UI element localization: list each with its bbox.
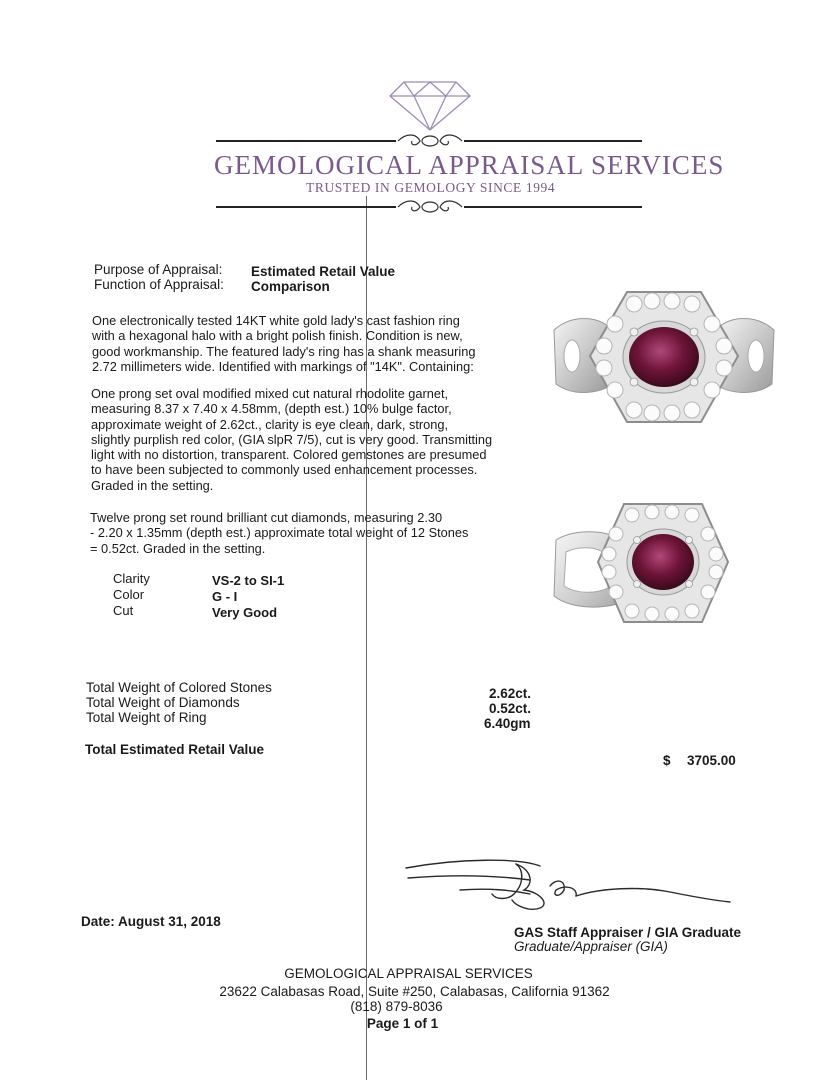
total-label-diamonds: Total Weight of Diamonds — [86, 695, 240, 710]
total-value-diamonds: 0.52ct. — [489, 701, 532, 716]
header-rule-top-right — [464, 140, 642, 142]
description-line: light with no distortion, transparent. Colored gemstones are presumed — [91, 447, 487, 463]
description-line: with a hexagonal halo with a bright polish finish. Condition is new, — [92, 328, 463, 344]
brand-title: GEMOLOGICAL APPRAISAL SERVICES — [214, 150, 725, 180]
description-line: slightly purplish red color, (GIA slpR 7/5), cut is very good. Transmitting — [91, 431, 493, 447]
description-line: One prong set oval modified mixed cut natural rhodolite garnet, — [91, 386, 449, 401]
footer-phone: (818) 879-8036 — [350, 999, 443, 1014]
total-value-ring: 6.40gm — [484, 716, 531, 731]
footer-company: GEMOLOGICAL APPRAISAL SERVICES — [284, 966, 533, 981]
footer-page-number: Page 1 of 1 — [366, 1016, 439, 1031]
description-line: One electronically tested 14KT white gold lady's cast fashion ring — [92, 313, 460, 328]
diamonds-description — [90, 510, 468, 556]
ring-photo-side — [552, 500, 730, 626]
footer-address: 23622 Calabasas Road, Suite #250, Calabasas, California 91362 — [219, 984, 610, 999]
total-label-ring: Total Weight of Ring — [86, 710, 207, 725]
retail-amount: 3705.00 — [687, 753, 736, 768]
grade-value-cut: Very Good — [212, 605, 278, 620]
appraiser-title: GAS Staff Appraiser / GIA Graduate — [514, 925, 742, 940]
description-line: Twelve prong set round brilliant cut diamonds, measuring 2.30 — [90, 510, 443, 525]
description-line: good workmanship. The featured lady's ring has a shank measuring — [92, 343, 476, 359]
total-value-colored-stones: 2.62ct. — [489, 686, 532, 701]
function-value: Comparison — [251, 279, 330, 294]
description-line: measuring 8.37 x 7.40 x 4.58mm, (depth est.) 10% bulge factor, — [91, 401, 452, 417]
grade-label-cut: Cut — [113, 603, 134, 618]
description-line: - 2.20 x 1.35mm (depth est.) approximate total weight of 12 Stones — [90, 525, 469, 541]
grade-label-clarity: Clarity — [113, 571, 150, 586]
brand-tagline: TRUSTED IN GEMOLOGY SINCE 1994 — [306, 180, 556, 195]
description-line: 2.72 millimeters wide. Identified with markings of "14K". Containing: — [92, 358, 474, 374]
total-label-colored-stones: Total Weight of Colored Stones — [86, 680, 272, 695]
description-line: = 0.52ct. Graded in the setting. — [90, 540, 266, 556]
header-rule-bottom-left — [216, 206, 396, 208]
description-line: to have been subjected to commonly used enhancement processes. — [91, 462, 478, 478]
retail-currency: $ — [663, 753, 671, 768]
garnet-description — [91, 386, 492, 493]
purpose-label: Purpose of Appraisal: — [94, 262, 223, 277]
description-line: approximate weight of 2.62ct., clarity is eye clean, dark, strong, — [91, 416, 449, 432]
scroll-ornament-icon — [396, 131, 464, 151]
description-line: Graded in the setting. — [91, 477, 214, 493]
grade-value-color: G - I — [212, 589, 238, 604]
grade-label-color: Color — [113, 587, 145, 602]
function-label: Function of Appraisal: — [94, 277, 224, 292]
appraiser-signature — [400, 850, 740, 920]
diamond-logo-icon — [388, 80, 472, 132]
appraiser-subtitle: Graduate/Appraiser (GIA) — [514, 939, 668, 954]
header-rule-bottom-right — [464, 206, 642, 208]
purpose-value: Estimated Retail Value — [251, 264, 396, 279]
retail-value-label: Total Estimated Retail Value — [85, 742, 265, 757]
scroll-ornament-icon — [396, 197, 464, 217]
grade-value-clarity: VS-2 to SI-1 — [212, 573, 285, 588]
appraisal-date: Date: August 31, 2018 — [81, 914, 221, 929]
ring-photo-front — [552, 290, 776, 426]
header-rule-top-left — [216, 140, 396, 142]
ring-description — [92, 313, 476, 374]
